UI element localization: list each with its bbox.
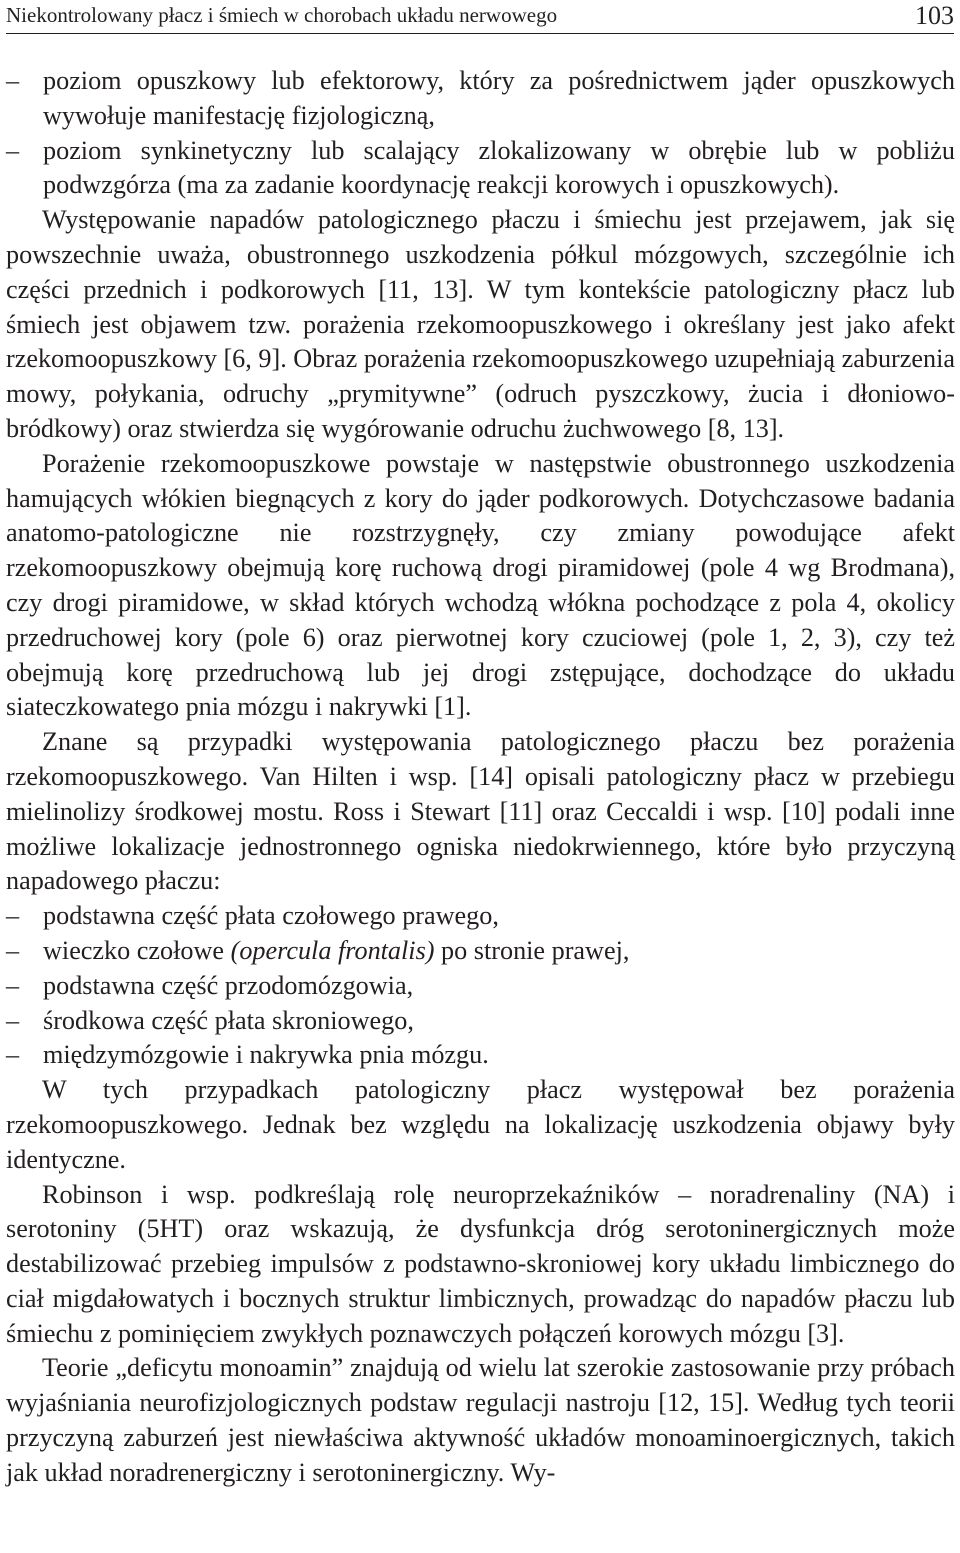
dash-bullet: – bbox=[6, 935, 20, 965]
dash-bullet: – bbox=[6, 1005, 20, 1035]
paragraph: Występowanie napadów patologicznego płaczu i śmiechu jest przejawem, jak się powszechnie uważa, obustronnego uszkodzenia półkul mózgowych, szczególnie ich części przednich i podkorowych [11, 13]. W tym kontekście patologiczny płacz lub śmiech jest objawem tzw. porażenia rzekomoopuszkowego i określany jest jako afekt rzekomoopuszkowy [6, 9]. Obraz porażenia rzekomoopuszkowego uzupełniają zaburzenia mowy, połykania, odruchy „prymitywne” (odruch pyszczkowy, żucia i dłoniowo-bródkowy) oraz stwierdza się wygórowanie odruchu żuchwowego [8, 13]. bbox=[6, 205, 955, 443]
header-rule bbox=[6, 33, 954, 34]
paragraph: Znane są przypadki występowania patologicznego płaczu bez porażenia rzekomoopuszkowego. Van Hilten i wsp. [14] opisali patologiczny płacz w przebiegu mielinolizy środkowej mostu. Ross i Stewart [11] oraz Ceccaldi i wsp. [10] podali inne możliwe lokalizacje jednostronnego ogniska niedokrwiennego, które było przyczyną napadowego płaczu: bbox=[6, 727, 955, 896]
dash-bullet: – bbox=[6, 135, 20, 165]
dash-bullet: – bbox=[6, 66, 20, 95]
paragraph: Robinson i wsp. podkreślają rolę neuroprzekaźników – noradrenaliny (NA) i serotoniny (5HT) oraz wskazują, że dysfunkcja dróg serotoninergicznych może destabilizować przebieg impulsów z podstawno-skroniowej kory układu limbicznego do ciał migdałowatych i bocznych struktur limbicznych, prowadząc do napadów płaczu lub śmiechu z pominięciem zwykłych poznawczych połączeń korowych mózgu [3]. bbox=[6, 1179, 955, 1348]
dash-bullet: – bbox=[6, 901, 20, 931]
list-item bbox=[6, 134, 955, 204]
running-header bbox=[6, 0, 954, 32]
dash-bullet: – bbox=[6, 1040, 20, 1070]
list-item-text: poziom synkinetyczny lub scalający zlokalizowany w obrębie lub w pobliżu podwzgórza (ma za zadanie koordynację reakcji korowych i opuszkowych). bbox=[43, 135, 955, 200]
list-item bbox=[6, 934, 955, 969]
list-item-text: środkowa część płata skroniowego, bbox=[43, 1005, 414, 1035]
dash-bullet: – bbox=[6, 970, 20, 1000]
latin-term: (opercula frontalis) bbox=[230, 935, 435, 965]
list-item-text: wieczko czołowe bbox=[43, 935, 231, 965]
list-item-text: po stronie prawej, bbox=[434, 935, 630, 965]
list-item bbox=[6, 1004, 955, 1039]
list-item bbox=[6, 969, 955, 1004]
paragraph: Porażenie rzekomoopuszkowe powstaje w następstwie obustronnego uszkodzenia hamujących włókien biegnących z kory do jąder podkorowych. Dotychczasowe badania anatomo-patologiczne nie rozstrzygnęły, czy zmiany powodujące afekt rzekomoopuszkowy obejmują korę ruchową drogi piramidowej (pole 4 wg Brodmana), czy drogi piramidowe, w skład których wchodzą włókna pochodzące z pola 4, okolicy przedruchowej kory (pole 6) oraz pierwotnej kory czuciowej (pole 1, 2, 3), czy też obejmują korę przedruchową lub jej drogi zstępujące, dochodzące do układu siateczkowatego pnia mózgu i nakrywki [1]. bbox=[6, 448, 955, 722]
page-number: 103 bbox=[915, 1, 954, 30]
list-item bbox=[6, 1038, 955, 1073]
article-body bbox=[6, 64, 955, 1491]
list-item-text: międzymózgowie i nakrywka pnia mózgu. bbox=[43, 1040, 489, 1070]
paragraph: Teorie „deficytu monoamin” znajdują od wielu lat szerokie zastosowanie przy próbach wyjaśniania neurofizjologicznych podstaw regulacji nastroju [12, 15]. Według tych teorii przyczyną zaburzeń jest niewłaściwa aktywność układów monoaminoergicznych, takich jak układ noradrenergiczny i serotoninergiczny. Wy- bbox=[6, 1353, 955, 1487]
running-title: Niekontrolowany płacz i śmiech w chorobach układu nerwowego bbox=[6, 3, 558, 27]
list-item bbox=[6, 64, 955, 134]
list-item-text: poziom opuszkowy lub efektorowy, który za pośrednictwem jąder opuszkowych wywołuje manifestację fizjologiczną, bbox=[43, 66, 955, 130]
list-item-text: podstawna część płata czołowego prawego, bbox=[43, 901, 499, 931]
paragraph: W tych przypadkach patologiczny płacz występował bez porażenia rzekomoopuszkowego. Jednak bez względu na lokalizację uszkodzenia objawy były identyczne. bbox=[6, 1075, 955, 1174]
list-item-text: podstawna część przodomózgowia, bbox=[43, 970, 414, 1000]
list-item bbox=[6, 899, 955, 934]
